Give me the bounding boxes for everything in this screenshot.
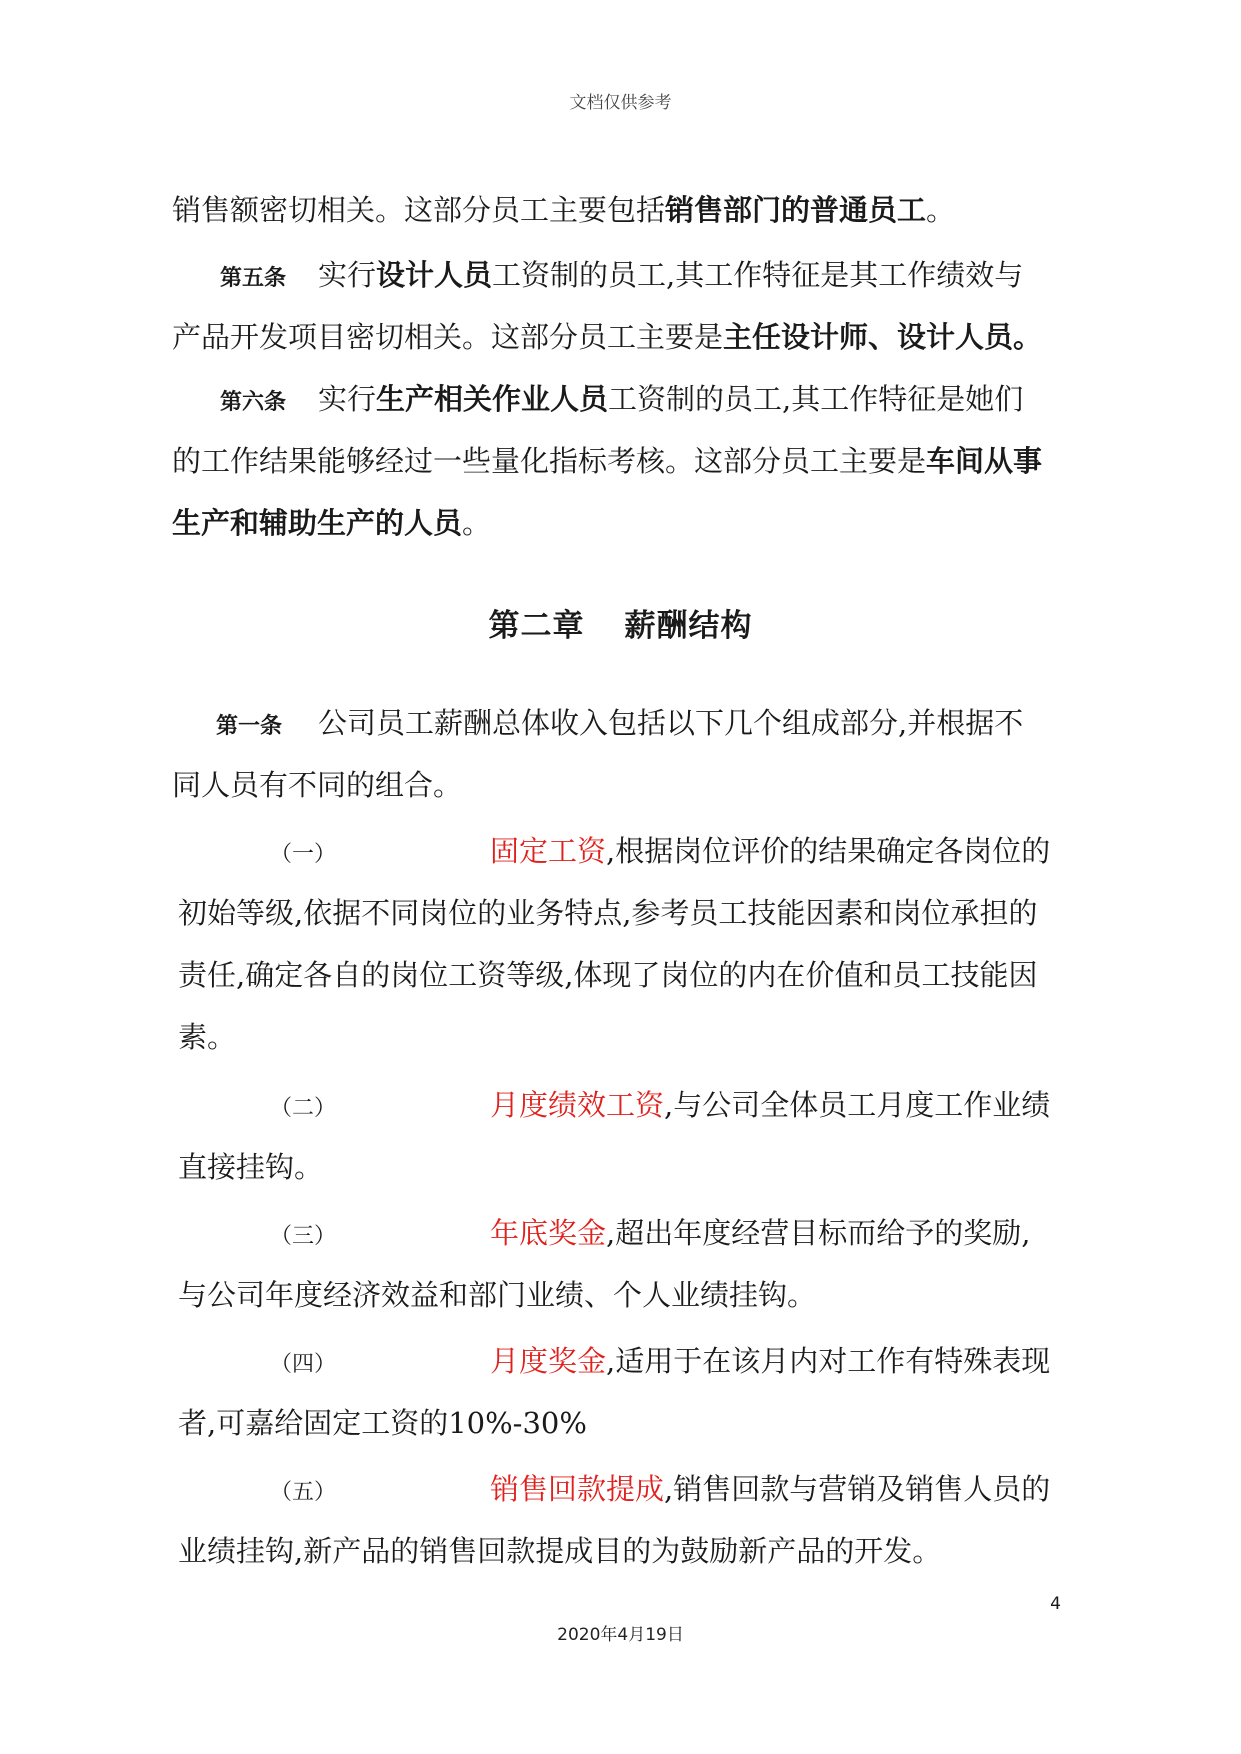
text-line: [270, 1200, 1030, 1270]
item-term: 销售回款提成: [490, 1472, 665, 1506]
text-segment: 工资制的员工,其工作特征是其工作绩效与: [492, 258, 1024, 292]
text-line: [172, 304, 1042, 370]
page-number: 4: [1050, 1594, 1061, 1614]
text-line: [172, 490, 491, 556]
chapter-title: 薪酬结构: [624, 608, 753, 644]
text-segment: ,根据岗位评价的结果确定各岗位的: [606, 834, 1051, 868]
chapter-heading: [0, 600, 1241, 645]
text-line: [172, 752, 462, 818]
item-number: （三）: [270, 1224, 337, 1249]
bold-text: 设计人员: [376, 258, 493, 292]
text-segment: 公司员工薪酬总体收入包括以下几个组成部分,并根据不: [318, 706, 1024, 740]
text-line: [172, 177, 955, 243]
text-segment: 。: [926, 193, 956, 227]
text-line: [220, 242, 1023, 312]
text-segment: 的工作结果能够经过一些量化指标考核。这部分员工主要是: [172, 444, 927, 478]
bold-text: 销售部门的普通员工: [665, 193, 927, 227]
text-segment: 工资制的员工,其工作特征是她们: [608, 382, 1024, 416]
text-segment: 销售额密切相关。这部分员工主要包括: [172, 193, 666, 227]
bold-text: 生产相关作业人员: [376, 382, 609, 416]
text-segment: 。: [462, 506, 492, 540]
item-term: 月度奖金: [490, 1344, 607, 1378]
chapter-number: 第二章: [488, 608, 585, 644]
item-number: （四）: [270, 1352, 337, 1377]
text-segment: ,与公司全体员工月度工作业绩: [664, 1088, 1051, 1122]
text-line: [270, 818, 1050, 888]
text-line: 业绩挂钩,新产品的销售回款提成目的为鼓励新产品的开发。: [178, 1534, 942, 1568]
text-segment: 实行: [318, 382, 377, 416]
item-number: （五）: [270, 1480, 337, 1505]
item-term: 年底奖金: [490, 1216, 607, 1250]
text-line: 责任,确定各自的岗位工资等级,体现了岗位的内在价值和员工技能因: [178, 958, 1038, 992]
text-line: [220, 366, 1023, 436]
text-line: 初始等级,依据不同岗位的业务特点,参考员工技能因素和岗位承担的: [178, 896, 1038, 930]
text-line: [270, 1072, 1050, 1142]
text-segment: 产品开发项目密切相关。这部分员工主要是: [172, 320, 724, 354]
text-segment: ,适用于在该月内对工作有特殊表现: [606, 1344, 1051, 1378]
text-line: 素。: [178, 1020, 237, 1054]
item-term: 固定工资: [490, 834, 607, 868]
text-line: [172, 428, 1042, 494]
text-line: 者,可嘉给固定工资的10%-30%: [178, 1406, 587, 1440]
text-line: 直接挂钩。: [178, 1150, 324, 1184]
bold-text: 车间从事: [926, 444, 1043, 478]
text-line: 与公司年度经济效益和部门业绩、个人业绩挂钩。: [178, 1278, 817, 1312]
text-line: [270, 1328, 1050, 1398]
text-line: [270, 1456, 1050, 1526]
page-header: 文档仅供参考: [569, 93, 672, 113]
article-label: 第六条: [220, 390, 287, 415]
bold-text: 主任设计师、设计人员。: [723, 320, 1043, 354]
text-segment: 实行: [318, 258, 377, 292]
item-number: （二）: [270, 1096, 337, 1121]
article-label: 第一条: [216, 714, 283, 739]
item-term: 月度绩效工资: [490, 1088, 665, 1122]
article-label: 第五条: [220, 266, 287, 291]
page-footer-date: 2020年4月19日: [557, 1625, 684, 1645]
text-line: [216, 690, 1023, 760]
item-number: （一）: [270, 842, 337, 867]
text-segment: ,销售回款与营销及销售人员的: [664, 1472, 1051, 1506]
bold-text: 生产和辅助生产的人员: [172, 506, 463, 540]
text-segment: 同人员有不同的组合。: [172, 768, 463, 802]
text-segment: ,超出年度经营目标而给予的奖励,: [606, 1216, 1031, 1250]
